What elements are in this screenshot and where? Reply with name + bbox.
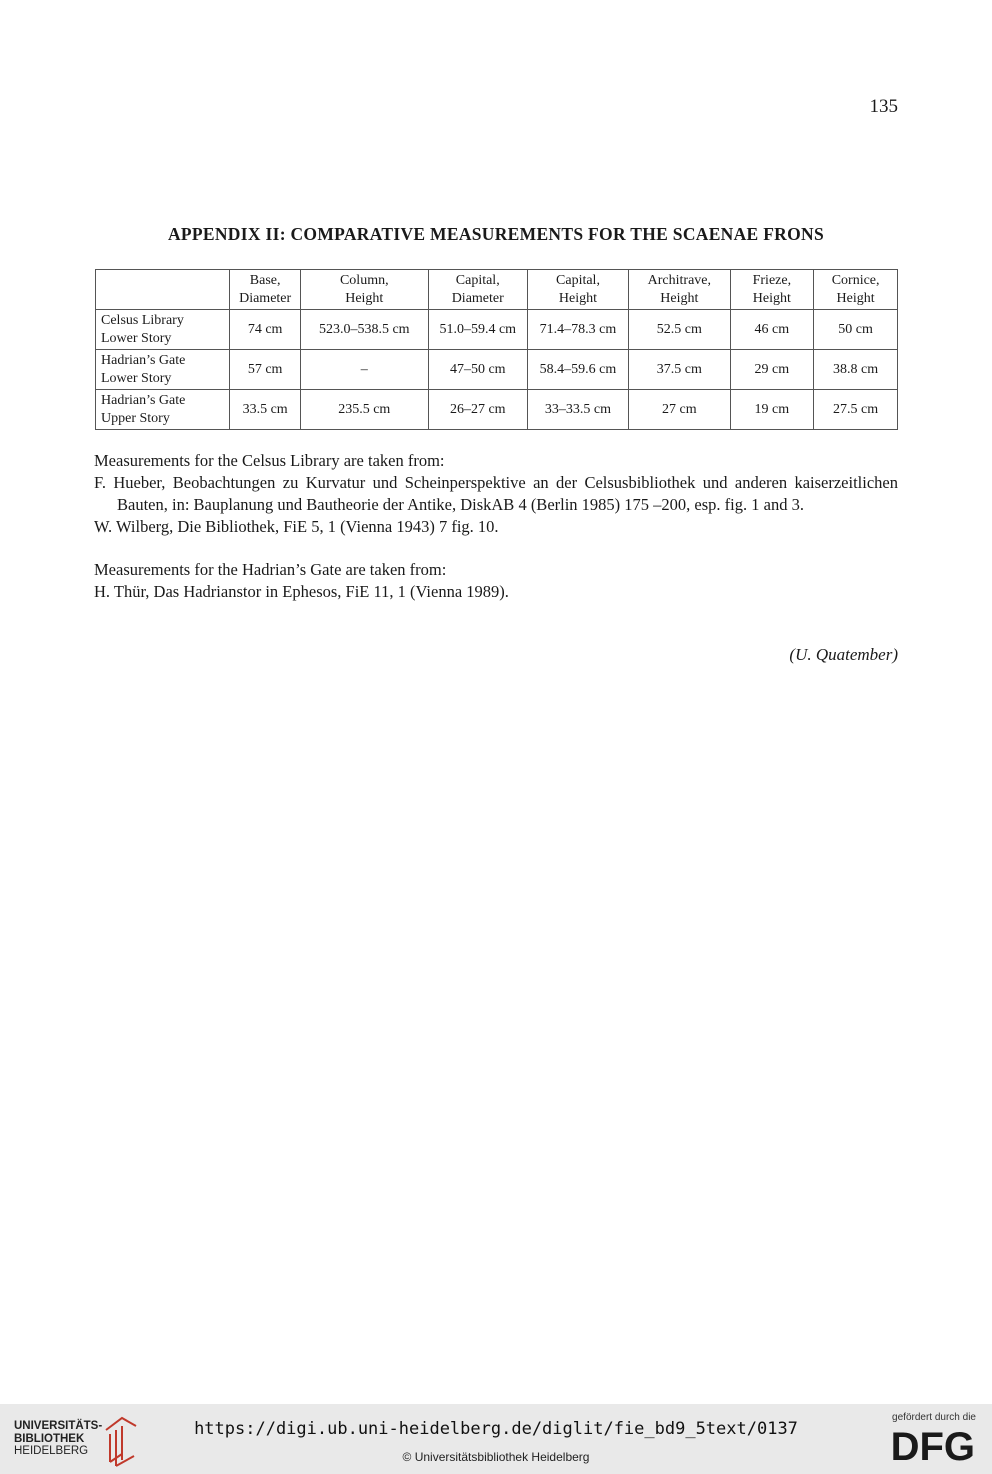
library-name-line: UNIVERSITÄTS- [14, 1420, 103, 1432]
row-label: Celsus Library Lower Story [96, 310, 230, 350]
hadrian-intro: Measurements for the Hadrian’s Gate are taken from: [94, 560, 447, 579]
reference-entry: H. Thür, Das Hadrianstor in Ephesos, FiE 11, 1 (Vienna 1989). [94, 582, 509, 601]
table-row [96, 310, 898, 350]
dfg-logo[interactable] [882, 1412, 976, 1470]
table-cell: 27 cm [629, 390, 730, 430]
table-cell: 57 cm [230, 350, 301, 390]
dfg-caption: gefördert durch die [892, 1412, 976, 1423]
table-cell: 26–27 cm [428, 390, 527, 430]
table-cell: 33.5 cm [230, 390, 301, 430]
table-cell: 71.4–78.3 cm [527, 310, 628, 350]
page-number: 135 [869, 96, 898, 117]
reference-entry: F. Hueber, Beobachtungen zu Kurvatur und Scheinperspektive an der Celsusbibliothek und anderen kaiserzeitlichen Bauten, in: Bauplanung und Bautheorie der Antike, DiskAB 4 (Berlin 1985) 175 –200, esp. fig. 1 and 3. [94, 473, 898, 514]
table-row [96, 390, 898, 430]
source-url-link[interactable]: https://digi.ub.uni-heidelberg.de/diglit/fie_bd9_5text/0137 [194, 1419, 798, 1439]
row-label: Hadrian’s Gate Lower Story [96, 350, 230, 390]
measurements-table [95, 269, 898, 430]
references [94, 450, 898, 603]
library-name-line: HEIDELBERG [14, 1445, 89, 1457]
table-row [96, 350, 898, 390]
copyright-notice: © Universitätsbibliothek Heidelberg [402, 1450, 590, 1464]
table-cell: 37.5 cm [629, 350, 730, 390]
reference-entry: W. Wilberg, Die Bibliothek, FiE 5, 1 (Vienna 1943) 7 fig. 10. [94, 517, 499, 536]
footer-bar [0, 1404, 992, 1474]
table-header-cell: Capital, Diameter [428, 270, 527, 310]
table-header-cell: Frieze, Height [730, 270, 814, 310]
celsus-intro: Measurements for the Celsus Library are taken from: [94, 451, 445, 470]
table-cell: 27.5 cm [814, 390, 898, 430]
table-cell: 50 cm [814, 310, 898, 350]
table-cell: 523.0–538.5 cm [300, 310, 428, 350]
table-cell: 58.4–59.6 cm [527, 350, 628, 390]
table-cell: 38.8 cm [814, 350, 898, 390]
table-header-cell: Capital, Height [527, 270, 628, 310]
page-title: APPENDIX II: COMPARATIVE MEASUREMENTS FOR THE SCAENAE FRONS [167, 224, 824, 244]
table-header-cell: Cornice, Height [814, 270, 898, 310]
table-cell: 51.0–59.4 cm [428, 310, 527, 350]
table-header-cell: Architrave, Height [629, 270, 730, 310]
table-cell: 19 cm [730, 390, 814, 430]
row-label: Hadrian’s Gate Upper Story [96, 390, 230, 430]
table-cell: 46 cm [730, 310, 814, 350]
table-header-cell: Column, Height [300, 270, 428, 310]
table-cell: 47–50 cm [428, 350, 527, 390]
table-cell: 74 cm [230, 310, 301, 350]
table-header-row [96, 270, 898, 310]
table-cell: 33–33.5 cm [527, 390, 628, 430]
author-signature: (U. Quatember) [789, 645, 898, 664]
table-cell: – [300, 350, 428, 390]
dfg-logo-text: DFG [890, 1426, 975, 1464]
table-header-cell: Base, Diameter [230, 270, 301, 310]
table-cell: 52.5 cm [629, 310, 730, 350]
dfg-logo-icon [882, 1426, 976, 1464]
table-header-cell [96, 270, 230, 310]
table-cell: 29 cm [730, 350, 814, 390]
table-cell: 235.5 cm [300, 390, 428, 430]
library-name-line: BIBLIOTHEK [14, 1432, 85, 1445]
